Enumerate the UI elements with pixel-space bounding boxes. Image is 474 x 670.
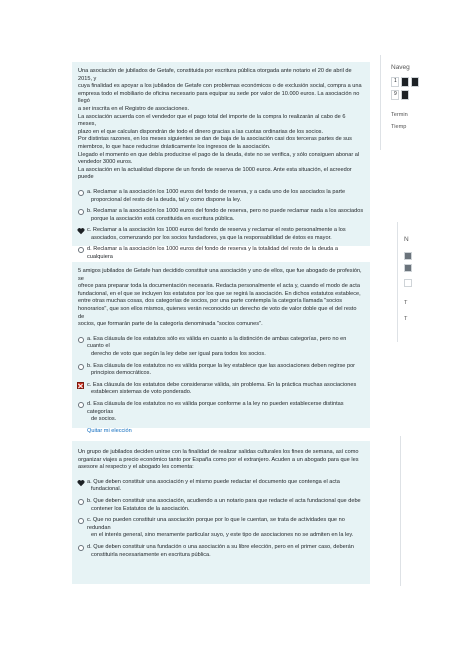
answer-line: d. Que deben constituir una fundación o una asociación a su libre elección, pero en el primer caso, deberán	[87, 543, 354, 550]
question-3-text	[78, 449, 364, 472]
answer-line: establecen sistemas de voto ponderado.	[91, 389, 192, 396]
sidebar-block	[404, 279, 412, 287]
answer-option-b[interactable]	[78, 363, 364, 378]
nav-box-label: 9	[394, 91, 397, 97]
q2-line: 5 amigos jubilados de Getafe han decidido constituir una asociación y uno de ellos, que fue abogado de profesión, se	[78, 268, 362, 282]
question-card-3	[72, 441, 370, 584]
radio-button[interactable]	[78, 499, 84, 505]
answer-line: en el interés general, sino meramente particular suyo, y este tipo de asociaciones no se admiten en la ley.	[91, 532, 354, 539]
answer-line: d. Esa cláusula de los estatutos no es válida porque conforme a la ley no pueden establecerse distintas categorías	[87, 400, 344, 415]
answer-option-a[interactable]	[78, 479, 364, 494]
answer-line: proporcional del resto de la deuda, tal y como dispone la ley.	[91, 196, 242, 203]
nav-box-3[interactable]	[411, 77, 419, 87]
answer-line: constituirla necesariamente en escritura pública.	[91, 551, 211, 558]
q2-line: entre otras muchas cosas, dos categorías de socios, por una parte contempla la categoría llamada "socios	[78, 298, 343, 305]
q1-line: vendedor 3000 euros.	[78, 159, 133, 166]
q3-line: asesore al respecto y el abogado les comenta:	[78, 464, 194, 471]
q1-line: Una asociación de jubilados de Getafe, constituida por escritura pública otorgada ante notario el 20 de abril de 2015, y	[78, 68, 352, 82]
answer-line: porque la asociación está constituida en escritura pública.	[91, 215, 235, 222]
answer-line: asociados, comenzando por los socios fundadores, ya que la responsabilidad de éstos es mayor.	[91, 234, 332, 241]
q1-line: plazo en el que calculan dispondrán de todo el dinero gracias a las cuotas ordinarias de los socios.	[78, 128, 324, 135]
radio-button[interactable]	[78, 190, 84, 196]
sidebar-block	[404, 264, 412, 272]
question-1-text	[78, 68, 364, 182]
question-card-1	[72, 62, 370, 261]
answer-option-a[interactable]	[78, 336, 364, 359]
answer-option-c[interactable]	[78, 227, 364, 242]
answer-line: d. Reclamar a la asociación los 1000 euros del fondo de reserva y la totalidad del resto de la deuda a cualquiera	[87, 246, 338, 261]
sidebar-divider	[380, 55, 381, 150]
q1-line: empresa todo el mobiliario de oficina necesario para equipar su sede por valor de 10.000 euros. La asociación no llegó	[78, 90, 360, 105]
answer-option-d[interactable]	[78, 544, 364, 559]
radio-button[interactable]	[78, 545, 84, 551]
radio-button[interactable]	[78, 402, 84, 408]
answer-line: principios democráticos.	[91, 370, 152, 377]
q3-line: organizar viajes a precio económico tanto por España como por el extranjero. Acuden a un abogado para que les	[78, 456, 359, 463]
sidebar-divider	[397, 222, 398, 342]
sidebar-block	[404, 252, 412, 260]
q1-line: La asociación en la actualidad dispone de un fondo de reserva de 1000 euros. Ante esta situación, el acreedor puede	[78, 166, 352, 181]
answer-option-b[interactable]	[78, 498, 364, 513]
answer-line: derecho de voto que según la ley debe ser igual para todos los socios.	[91, 350, 266, 357]
answer-line: b. Reclamar a la asociación los 1000 euros del fondo de reserva, pero no puede reclamar nada a los asociados	[87, 208, 364, 215]
finish-attempt-link[interactable]: Termin	[391, 112, 408, 118]
nav-box-2[interactable]	[401, 77, 409, 87]
q3-line: Un grupo de jubilados deciden unirse con la finalidad de realizar salidas culturales los fines de semana, así como	[78, 449, 359, 455]
answer-option-a[interactable]	[78, 189, 364, 204]
answer-option-b[interactable]	[78, 208, 364, 223]
question-card-2	[72, 262, 370, 434]
sidebar-divider	[400, 436, 401, 586]
radio-button[interactable]	[78, 209, 84, 215]
heart-icon	[77, 479, 85, 487]
question-2-text	[78, 268, 364, 329]
answer-list-2	[78, 336, 364, 424]
answer-line: b. Que deben constituir una asociación, acudiendo a un notario para que redacte el acta fundacional que debe	[87, 497, 361, 504]
q1-line: miembros, lo que hace reducirse drásticamente los ingresos de la asociación.	[78, 143, 271, 150]
incorrect-icon	[77, 382, 84, 389]
answer-line: de socios.	[91, 416, 117, 423]
answer-option-d[interactable]	[78, 401, 364, 424]
nav-box-9[interactable]	[391, 90, 399, 100]
clear-choice-link[interactable]: Quitar mi elección	[87, 427, 132, 434]
answer-line: c. Esa cláusula de los estatutos debe considerarse válida, sin problema. En la práctica muchas asociaciones	[87, 381, 357, 388]
q2-line: honorarios", que son ellos mismos, quienes verán reconocido un derecho de voto de valor doble que el del resto de	[78, 305, 357, 320]
q2-line: ofrece para preparar toda la documentación necesaria. Redacta personalmente el acta y, cuando el modo de acta	[78, 283, 360, 290]
nav-box-10[interactable]	[401, 90, 409, 100]
answer-list-3	[78, 479, 364, 559]
answer-line: fundacional.	[91, 486, 122, 493]
answer-line: a. Reclamar a la asociación los 1000 euros del fondo de reserva, y a cada uno de los asociados la parte	[87, 188, 346, 195]
answer-line: a. Que deben constituir una asociación y el mismo puede redactar el documento que contenga el acta	[87, 478, 340, 485]
radio-button[interactable]	[78, 337, 84, 343]
q1-line: Por distintas razones, en los meses siguientes se dan de baja de la asociación casi dos terceras partes de sus	[78, 136, 352, 143]
radio-button[interactable]	[78, 364, 84, 370]
answer-option-c[interactable]	[78, 517, 364, 540]
q1-line: La asociación acuerda con el vendedor que el pago total del importe de la compra lo realizarán al cabo de 6 meses,	[78, 113, 346, 128]
time-left-label: Tiemp	[391, 124, 407, 130]
q1-line: cuya finalidad es apoyar a los jubilados de Getafe con problemas económicos o de exclusión social, compra a una	[78, 83, 362, 90]
answer-line: contener los Estatutos de la asociación.	[91, 505, 190, 512]
answer-line: b. Esa cláusula de los estatutos no es válida porque la ley establece que las asociaciones deben regirse por	[87, 362, 356, 369]
answer-list-1	[78, 189, 364, 269]
answer-line: c. Que no pueden constituir una asociación porque por lo que le cuentan, se trata de actividades que no redundan	[87, 517, 345, 531]
answer-option-c[interactable]	[78, 382, 364, 397]
answer-line: c. Reclamar a la asociación los 1000 euros del fondo de reserva y reclamar el resto personalmente a los	[87, 227, 346, 234]
answer-line: a. Esa cláusula de los estatutos sólo es válida en cuanto a la distinción de ambas categorías, pero no en cuanto el	[87, 335, 347, 350]
nav-box-1[interactable]	[391, 77, 399, 87]
q1-line: Llegado el momento en que debía producirse el pago de la deuda, éste no se verifica, y sólo consiguen abonar al	[78, 151, 360, 158]
quiz-navigation-title: Naveg	[391, 64, 410, 71]
heart-icon	[77, 227, 85, 235]
q2-line: socios, que formarán parte de la categoría denominada "socios comunes".	[78, 321, 263, 328]
sidebar-letter: T	[404, 316, 408, 322]
q1-line: a ser inscrita en el Registro de asociaciones.	[78, 105, 189, 112]
nav-box-label: 1	[394, 78, 397, 84]
sidebar-letter: N	[404, 236, 409, 243]
q2-line: fundacional, en el que se incluyen los estatutos por los que se regirá la asociación. En dichos estatutos establece,	[78, 290, 361, 297]
radio-button[interactable]	[78, 518, 84, 524]
radio-button[interactable]	[78, 247, 84, 253]
sidebar-letter: T	[404, 300, 408, 306]
